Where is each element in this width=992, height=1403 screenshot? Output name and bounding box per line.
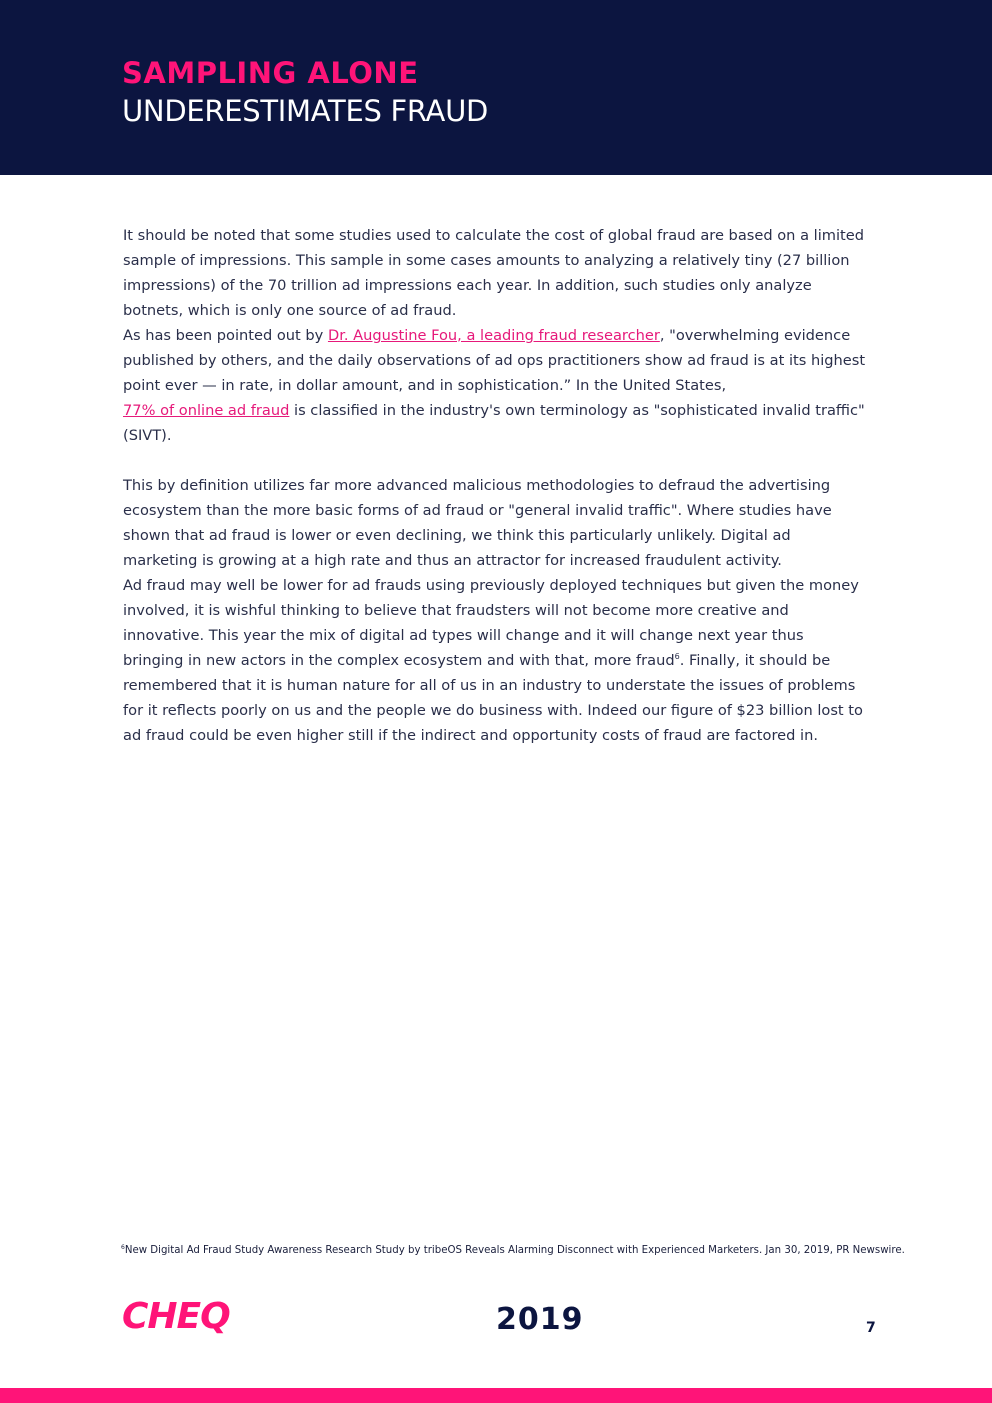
paragraph-2-lead: As has been pointed out by — [123, 327, 328, 344]
footnote-text: New Digital Ad Fraud Study Awareness Research Study by tribeOS Reveals Alarming Disconnect with Experienced Marketers. Jan 30, 2019, PR Newswire. — [124, 1245, 905, 1256]
paragraph-5-lead: Ad fraud may well be lower for ad frauds using previously deployed techniques but given the money involved, it is wishful thinking to believe that fraudsters will not become more creative and innovative. This year the mix of digital ad types will change and it will change next year thus bringing in new actors in the complex ecosystem and with that, more fraud — [123, 577, 859, 669]
page-title: UNDERESTIMATES FRAUD — [122, 94, 489, 128]
paragraph-4: This by definition utilizes far more advanced malicious methodologies to defraud the advertising ecosystem than the more basic forms of ad fraud or "general invalid traffic". Where studies have shown that ad fraud is lower or even declining, we think this particularly unlikely. Digital ad marketing is growing at a high rate and thus an attractor for increased fraudulent activity. — [123, 477, 832, 569]
paragraph-5-rest: . Finally, it should be remembered that it is human nature for all of us in an industry to understate the issues of problems for it reflects poorly on us and the people we do business with. Indeed our figure of $23 billion lost to ad fraud could be even higher still if the indirect and opportunity costs of fraud are factored in. — [123, 652, 863, 744]
footnote — [121, 1245, 941, 1256]
footnote-reference: 6 — [674, 652, 680, 661]
paragraph-5 — [123, 573, 868, 748]
paragraph-2-rest: , "overwhelming evidence published by others, and the daily observations of ad ops practitioners show ad fraud is at its highest point ever — in rate, in dollar amount, and in sophistication.” In the United States, — [123, 327, 866, 394]
bottom-accent-bar — [0, 1388, 992, 1403]
footer-year: 2019 — [496, 1302, 584, 1337]
body-text — [123, 223, 868, 748]
sivt-statistic-link[interactable]: 77% of online ad fraud — [123, 402, 290, 419]
fou-researcher-link[interactable]: Dr. Augustine Fou, a leading fraud researcher — [327, 327, 660, 344]
paragraph-3-rest: is classified in the industry's own terminology as "sophisticated invalid traffic" (SIVT). — [123, 402, 865, 444]
page-number: 7 — [866, 1320, 876, 1336]
footnote-marker: 6 — [121, 1244, 125, 1251]
paragraph-2 — [123, 323, 868, 448]
paragraph-1: It should be noted that some studies used to calculate the cost of global fraud are based on a limited sample of impressions. This sample in some cases amounts to analyzing a relatively tiny (27 billion impressions) of the 70 trillion ad impressions each year. In addition, such studies only analyze botnets, which is only one source of ad fraud. — [123, 227, 864, 319]
page-title-accent: SAMPLING ALONE — [122, 56, 419, 90]
page-header — [0, 0, 992, 175]
paragraph-gap — [123, 448, 868, 473]
cheq-logo: CHEQ — [122, 1296, 230, 1337]
